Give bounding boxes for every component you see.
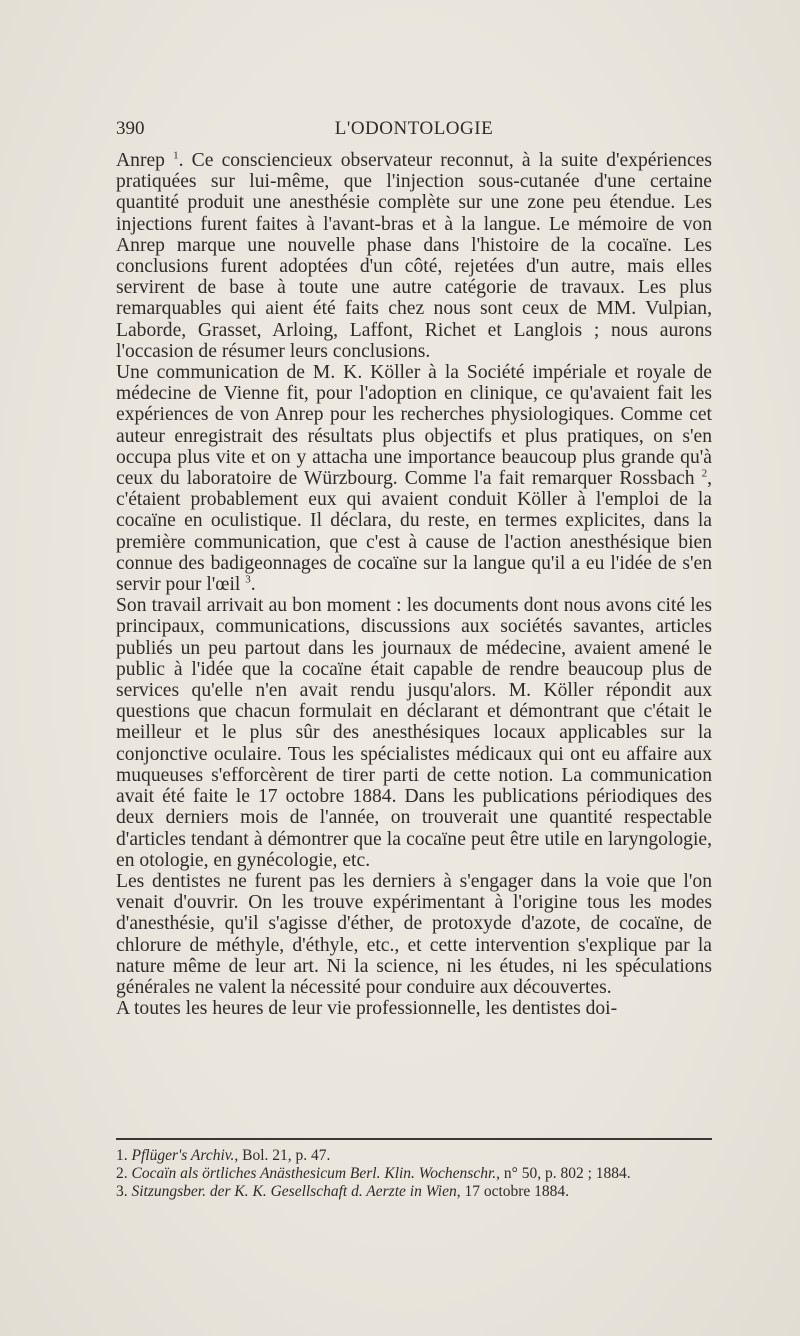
footnote-number: 2. <box>116 1165 132 1182</box>
footnote-detail: , Bol. 21, p. 47. <box>234 1147 331 1164</box>
paragraph-text: A toutes les heures de leur vie professionnelle, les dentistes doi- <box>116 998 618 1020</box>
footnote-detail: , n° 50, p. 802 ; 1884. <box>496 1165 631 1182</box>
paragraph-text: . <box>250 574 256 596</box>
paragraph <box>116 871 712 998</box>
paragraph-text: . Ce consciencieux observateur reconnut, à la suite d'expériences pratiquées sur lui-même, que l'injection sous-cutanée d'une certaine quantité produit une anesthésie complète sur une zone peu étendue. Les injections furent faites à l'avant-bras et à la langue. Le mémoire de von Anrep marque une nouvelle phase dans l'histoire de la cocaïne. Les conclusions furent adoptées d'un côté, rejetées d'un autre, mais elles servirent de base à toute une autre catégorie de travaux. Les plus remarquables qui aient été faits chez nous sont ceux de MM. Vulpian, Laborde, Grasset, Arloing, Laffont, Richet et Langlois ; nous aurons l'occasion de résumer leurs conclusions. <box>116 150 712 362</box>
footnote-number: 3. <box>116 1183 132 1200</box>
running-title: L'ODONTOLOGIE <box>334 118 494 139</box>
footnote-rule <box>116 1138 712 1140</box>
footnotes <box>116 1147 712 1201</box>
page-number: 390 <box>116 118 145 139</box>
paragraph <box>116 998 712 1019</box>
paragraph <box>116 595 712 871</box>
footnote-detail: , 17 octobre 1884. <box>456 1183 570 1200</box>
footnote-citation: Sitzungsber. der K. K. Gesellschaft d. Aerzte in Wien <box>131 1183 457 1200</box>
footnote <box>116 1147 712 1165</box>
running-head <box>116 118 712 144</box>
footnote-citation: Pflüger's Archiv. <box>131 1147 235 1164</box>
paragraph <box>116 150 712 362</box>
paragraph-text: Anrep <box>116 150 174 171</box>
footnote <box>116 1183 712 1201</box>
footnote-ref: 2 <box>701 467 708 480</box>
paragraph-text: Les dentistes ne furent pas les derniers à s'engager dans la voie que l'on venait d'ouvrir. On les trouve expérimentant à l'origine tous les modes d'anesthésie, qu'il s'agisse d'éther, de protoxyde d'azote, de cocaïne, de chlorure de méthyle, d'éthyle, etc., et cette intervention s'explique par la nature même de leur art. Ni la science, ni les études, ni les spéculations générales ne valent la nécessité pour conduire aux découvertes. <box>116 870 712 998</box>
paragraph-text: Une communication de M. K. Köller à la Société impériale et royale de médecine de Vienne fit, pour l'adoption en clinique, ce qu'avaient fait les expériences de von Anrep pour les recherches physiologiques. Comme cet auteur enregistrait des résultats plus objectifs et plus pratiques, on s'en occupa plus vite et on y attacha une importance beaucoup plus grande qu'à ceux du laboratoire de Würzbourg. Comme l'a fait remarquer Rossbach <box>116 362 712 490</box>
paragraph-text: Son travail arrivait au bon moment : les documents dont nous avons cité les principaux, communications, discussions aux sociétés savantes, articles publiés un peu partout dans les journaux de médecine, avaient amené le public à l'idée que la cocaïne était capable de rendre beaucoup plus de services qu'elle n'en avait rendu jusqu'alors. M. Köller répondit aux questions que chacun formulait en déclarant et démontrant que c'était le meilleur et le plus sûr des anesthésiques locaux applicables sur la conjonctive oculaire. Tous les spécialistes médicaux qui ont eu affaire aux muqueuses s'efforcèrent de tirer parti de cette notion. La communication avait été faite le 17 octobre 1884. Dans les publications périodiques des deux derniers mois de l'année, on trouverait une quantité respectable d'articles tendant à démontrer que la cocaïne peut être utile en laryngologie, en otologie, en gynécologie, etc. <box>116 595 712 871</box>
footnote <box>116 1165 712 1183</box>
footnote-ref: 1 <box>173 149 179 162</box>
paragraph <box>116 362 712 595</box>
footnote-number: 1. <box>116 1147 132 1164</box>
body-text <box>116 150 712 1019</box>
footnote-citation: Cocaïn als örtliches Anästhesicum Berl. Klin. Wochenschr. <box>131 1165 497 1182</box>
footnote-ref: 3 <box>245 573 251 586</box>
paragraph-text: , c'étaient probablement eux qui avaient conduit Köller à l'emploi de la cocaïne en oculistique. Il déclara, du reste, en termes explicites, dans la première communication, que c'est à cause de l'action anesthésique bien connue des badigeonnages de cocaïne sur la langue qu'il a eu l'idée de s'en servir pour l'œil <box>116 468 712 596</box>
